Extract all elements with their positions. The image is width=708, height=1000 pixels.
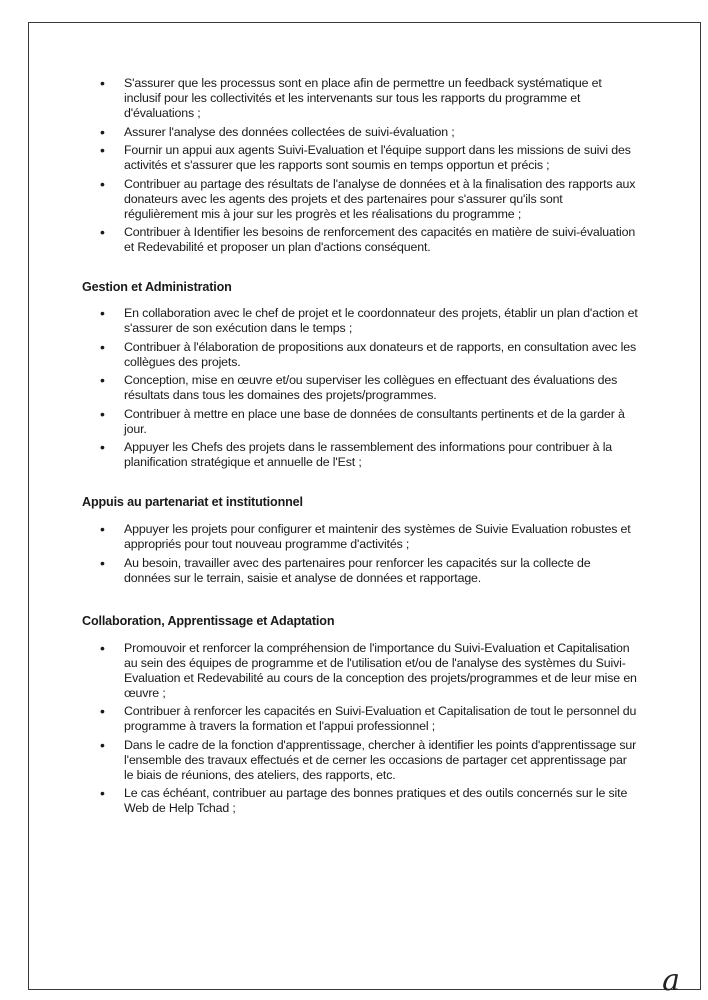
list-item: • Appuyer les Chefs des projets dans le rassemblement des informations pour contribuer à la planification stratégique et annuelle de l'Est ; xyxy=(82,440,638,470)
section-heading-collaboration: Collaboration, Apprentissage et Adaptation xyxy=(82,613,335,628)
list-item: • Contribuer à renforcer les capacités en Suivi-Evaluation et Capitalisation de tout le personnel du programme à travers la formation et l'appui professionnel ; xyxy=(82,704,638,734)
document-body xyxy=(82,76,638,820)
list-item: • Assurer l'analyse des données collectées de suivi-évaluation ; xyxy=(82,125,638,140)
bullet-list-collaboration xyxy=(82,641,638,817)
bullet-list-suivi-evaluation xyxy=(82,76,638,255)
list-item: • En collaboration avec le chef de projet et le coordonnateur des projets, établir un plan d'action et s'assurer de son exécution dans le temps ; xyxy=(82,306,638,336)
list-item: • Appuyer les projets pour configurer et maintenir des systèmes de Suivie Evaluation robustes et appropriés pour tout nouveau programme d'activités ; xyxy=(82,522,638,552)
list-item: • Contribuer à l'élaboration de propositions aux donateurs et de rapports, en consultation avec les collègues des projets. xyxy=(82,340,638,370)
list-item: • Contribuer à Identifier les besoins de renforcement des capacités en matière de suivi-évaluation et Redevabilité et proposer un plan d'actions conséquent. xyxy=(82,225,638,255)
list-item: • Contribuer au partage des résultats de l'analyse de données et à la finalisation des rapports aux donateurs avec les agents des projets et des partenaires pour s'assurer qu'ils sont régulièrement mis à jour sur les progrès et les réalisations du programme ; xyxy=(82,177,638,222)
list-item: • Promouvoir et renforcer la compréhension de l'importance du Suivi-Evaluation et Capitalisation au sein des équipes de programme et de l'utilisation et/ou de l'analyse des systèmes du Suivi-Evaluation et Redevabilité au cours de la conception des projets/programmes et de leur mise en œuvre ; xyxy=(82,641,638,701)
bullet-list-gestion xyxy=(82,306,638,470)
section-heading-partenariat: Appuis au partenariat et institutionnel xyxy=(82,495,303,509)
section-heading-gestion: Gestion et Administration xyxy=(82,280,232,294)
list-item: • Au besoin, travailler avec des partenaires pour renforcer les capacités sur la collecte de données sur le terrain, saisie et analyse de données et rapportage. xyxy=(82,556,638,586)
bullet-list-partenariat xyxy=(82,522,638,586)
list-item: • Conception, mise en œuvre et/ou superviser les collègues en effectuant des évaluations des résultats dans tous les domaines des projets/programmes. xyxy=(82,373,638,403)
handwritten-initial: a xyxy=(662,963,680,998)
list-item: • Contribuer à mettre en place une base de données de consultants pertinents et de la garder à jour. xyxy=(82,407,638,437)
list-item: • S'assurer que les processus sont en place afin de permettre un feedback systématique et inclusif pour les collectivités et les intervenants sur tous les rapports du programme et d'évaluations ; xyxy=(82,76,638,121)
list-item: • Dans le cadre de la fonction d'apprentissage, chercher à identifier les points d'apprentissage sur l'ensemble des travaux effectués et de cerner les occasions de partager cet apprentissage par le biais de réunions, des ateliers, des rapports, etc. xyxy=(82,738,638,783)
list-item: • Fournir un appui aux agents Suivi-Evaluation et l'équipe support dans les missions de suivi des activités et s'assurer que les rapports sont soumis en temps opportun et précis ; xyxy=(82,143,638,173)
list-item: • Le cas échéant, contribuer au partage des bonnes pratiques et des outils concernés sur le site Web de Help Tchad ; xyxy=(82,786,638,816)
